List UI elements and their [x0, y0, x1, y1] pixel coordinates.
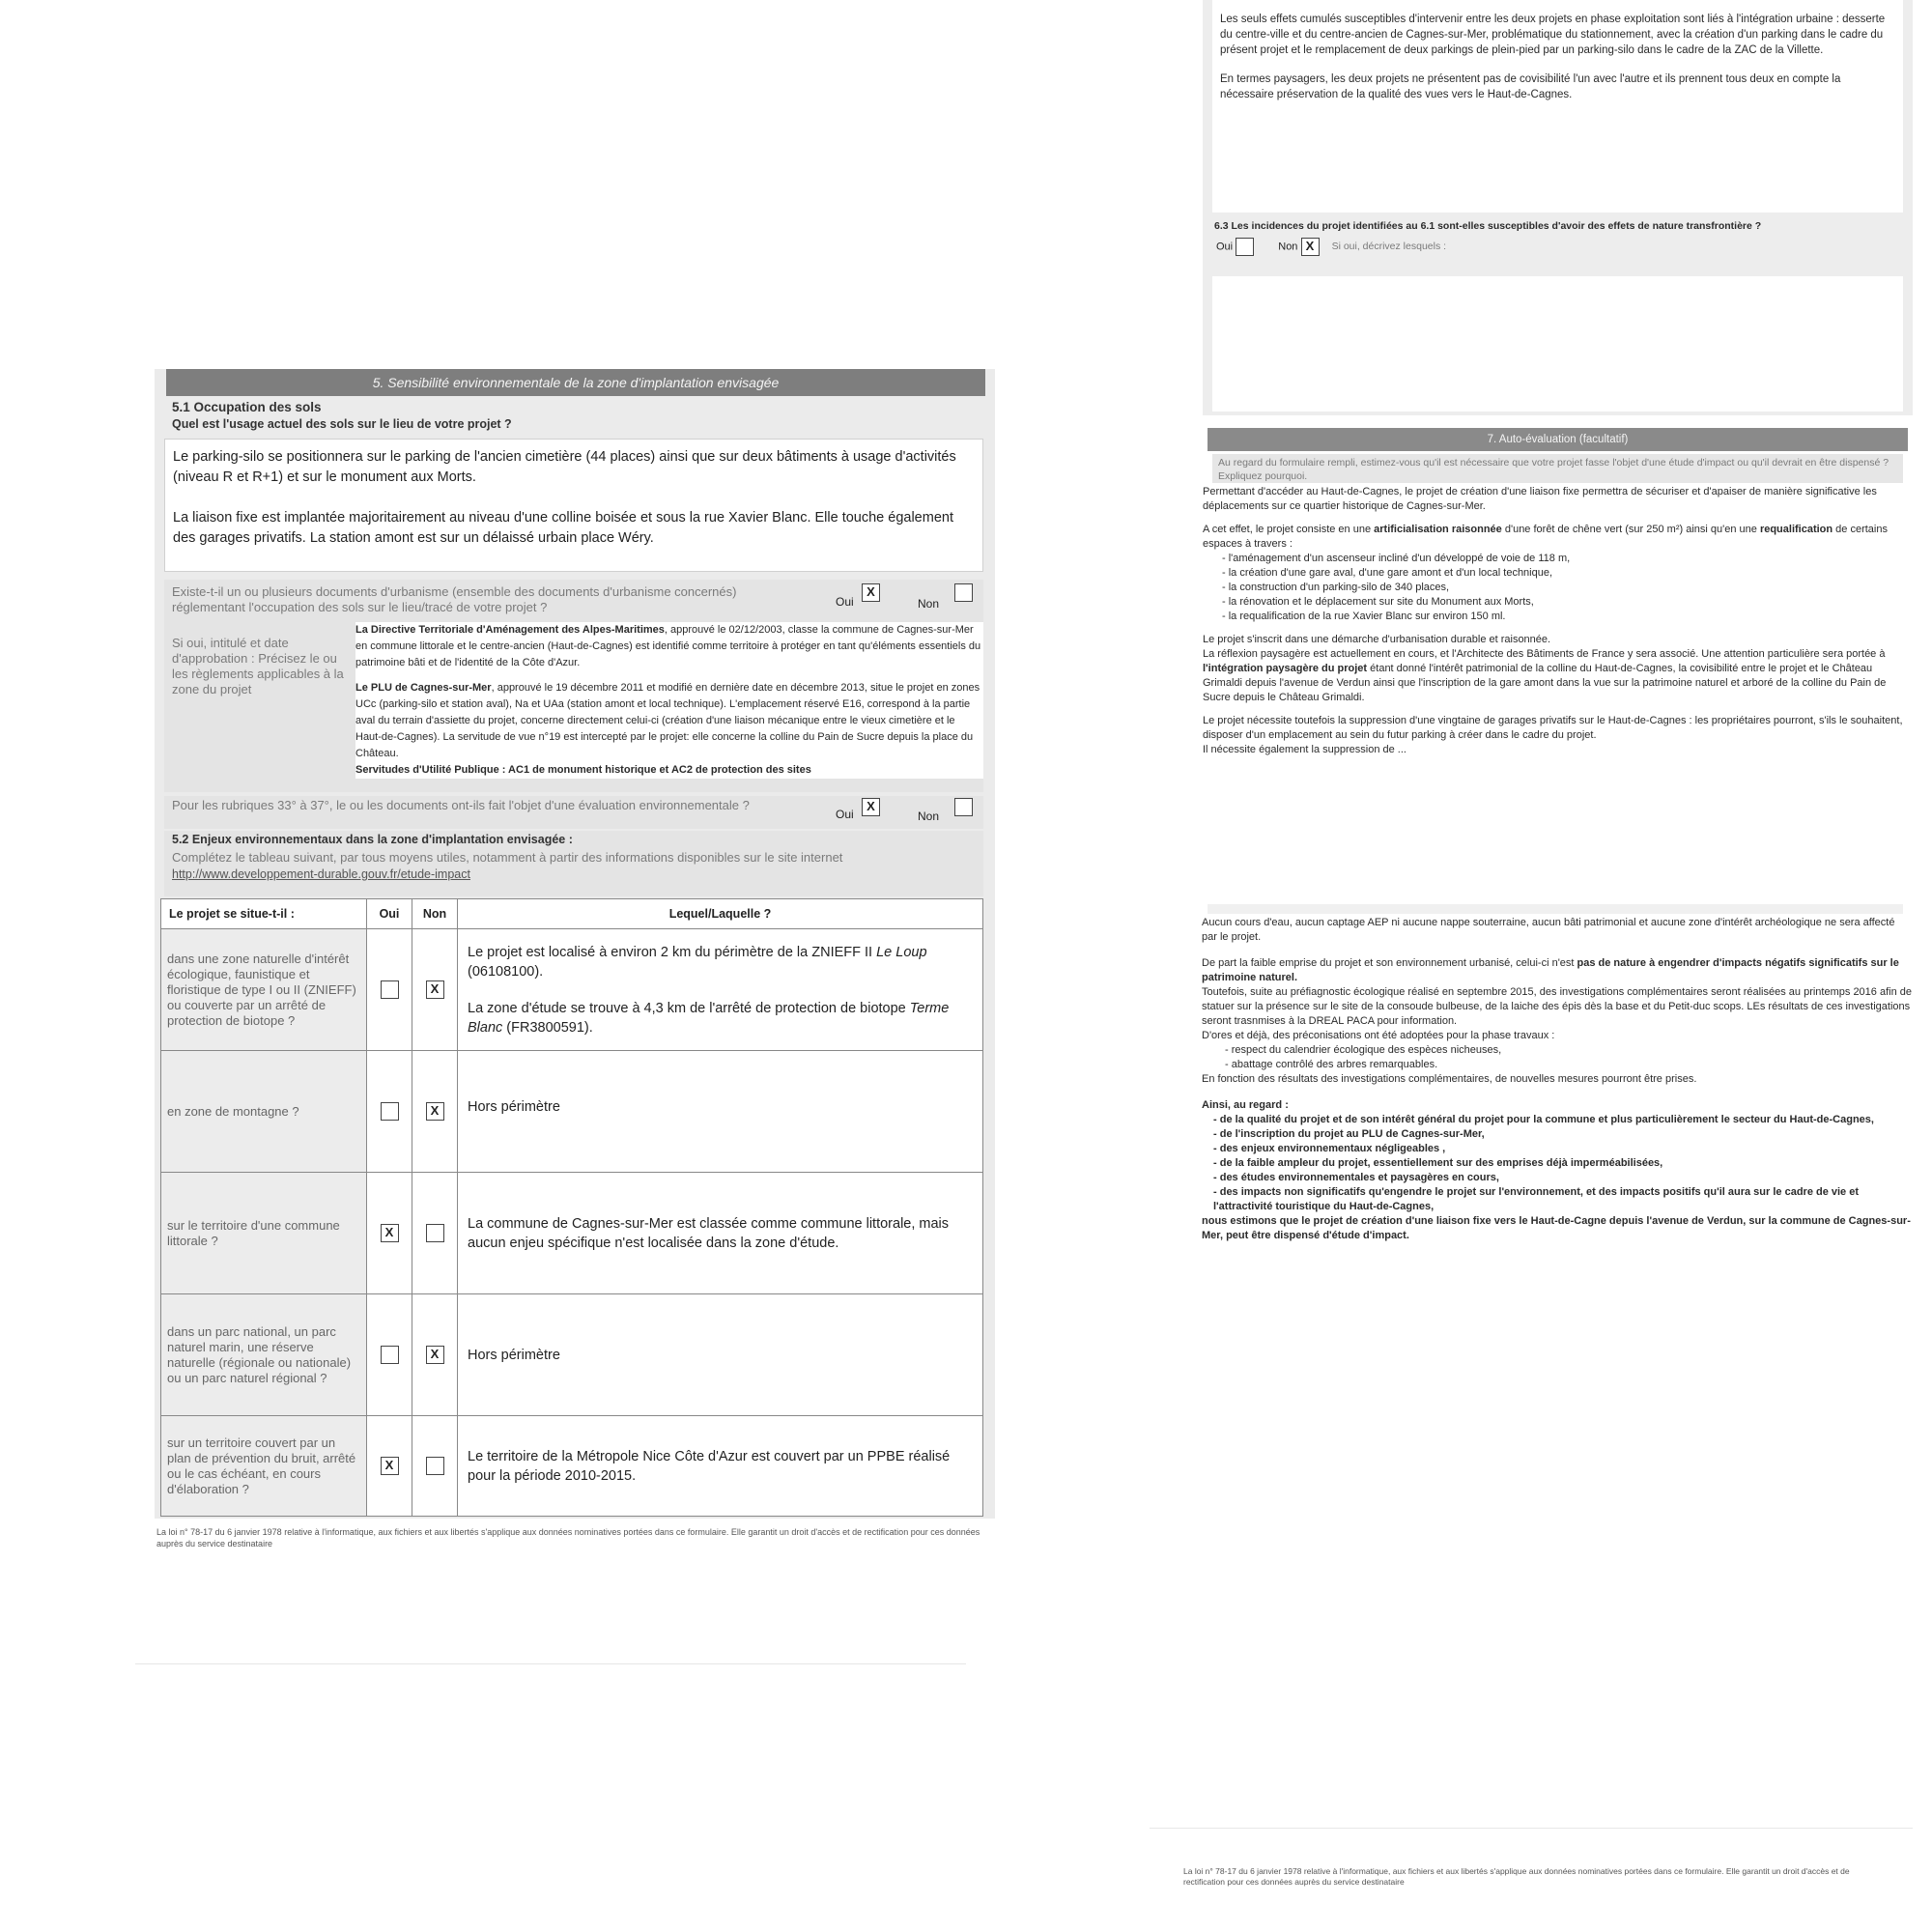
row-oui-checkbox[interactable]	[381, 1346, 399, 1364]
doc-oui-label: Oui	[836, 595, 854, 609]
rb-no-water: Aucun cours d'eau, aucun captage AEP ni aucune nappe souterraine, aucun bâti patrimonial et aucune zone d'intérêt archéologique ne sera affecté par le projet.	[1202, 917, 1895, 943]
left-page	[155, 369, 995, 1519]
doc-question: Existe-t-il un ou plusieurs documents d'urbanisme (ensemble des documents d'urbanisme concernés) réglementant l'occupation des sols sur le lieu/tracé de votre projet ?	[172, 584, 737, 614]
landscape-paragraph: En termes paysagers, les deux projets ne présentent pas de covisibilité l'un avec l'autre et ils prennent tous deux en compte la nécessaire préservation de la qualité des vues vers le Haut-de-Cagnes.	[1220, 73, 1841, 100]
biotope-e: (FR3800591).	[502, 1019, 593, 1036]
s7-method-a: A cet effet, le projet consiste en une	[1203, 524, 1375, 535]
s7-list-item: - la rénovation et le déplacement sur site du Monument aux Morts,	[1222, 596, 1534, 608]
s51-title: 5.1 Occupation des sols	[172, 400, 322, 414]
znieff-text	[468, 943, 973, 981]
section7-question: Au regard du formulaire rempli, estimez-vous qu'il est nécessaire que votre projet fasse l'objet d'une étude d'impact ou qu'il devrait en être dispensé ? Expliquez pourquoi.	[1212, 454, 1903, 483]
biotope-a: La zone d'étude se trouve à 4,3 km de l'arrêté de protection de biotope	[468, 1000, 910, 1016]
rub-oui-label: Oui	[836, 808, 854, 821]
doc-question-row	[164, 580, 983, 618]
table-row	[161, 1173, 983, 1294]
row-answer: La commune de Cagnes-sur-Mer est classée comme commune littorale, mais aucun enjeu spécifique n'est localisée dans la zone d'étude.	[458, 1173, 983, 1294]
row-non-checkbox[interactable]: X	[426, 1346, 444, 1364]
rb-regard-item: - de l'inscription du projet au PLU de Cagnes-sur-Mer,	[1213, 1128, 1485, 1140]
rb-regard-item: - des enjeux environnementaux négligeables ,	[1213, 1143, 1446, 1154]
row-answer	[458, 929, 983, 1051]
row-answer: Hors périmètre	[458, 1051, 983, 1173]
q63-non-checkbox[interactable]: X	[1301, 238, 1320, 256]
table-header: Oui	[367, 899, 412, 929]
row-oui-checkbox[interactable]: X	[381, 1457, 399, 1475]
s51-question: Quel est l'usage actuel des sols sur le lieu de votre projet ?	[172, 417, 512, 431]
row-oui-cell	[367, 1173, 412, 1294]
environment-table	[160, 898, 983, 1517]
rb-regard-item: - des études environnementales et paysagères en cours,	[1213, 1172, 1499, 1183]
s7-intro: Permettant d'accéder au Haut-de-Cagnes, le projet de création d'une liaison fixe permettra de sécuriser et d'apaiser de manière significative les déplacements sur ce quartier historique de Cagnes-sur-Mer.	[1203, 486, 1877, 512]
rubriques-question: Pour les rubriques 33° à 37°, le ou les documents ont-ils fait l'objet d'une évaluation environnementale ?	[172, 798, 750, 812]
row-non-cell	[412, 1051, 458, 1173]
s51-answer-box	[164, 439, 983, 572]
q63-row	[1212, 214, 1903, 272]
rb-new-measures: En fonction des résultats des investigations complémentaires, de nouvelles mesures pourront être prises.	[1202, 1073, 1697, 1085]
left-footer-legal: La loi n° 78-17 du 6 janvier 1978 relative à l'informatique, aux fichiers et aux libertés s'applique aux données nominatives portées dans ce formulaire. Elle garantit un droit d'accès et de rectification pour ces données auprès du service destinataire	[156, 1527, 980, 1548]
s7-method	[1203, 523, 1908, 552]
row-oui-cell	[367, 1416, 412, 1517]
rb-regard-item: - de la faible ampleur du projet, essentiellement sur des emprises déjà imperméabilisées,	[1213, 1157, 1663, 1169]
cumulative-effects-paragraph: Les seuls effets cumulés susceptibles d'intervenir entre les deux projets en phase exploitation sont liés à l'intégration urbaine : desserte du centre-ville et du centre-ancien de Cagnes-sur-Mer, problématique du stationnement, avec la création d'un parking dans le cadre du présent projet et le remplacement de deux parkings de plein-pied par un parking-silo dans le cadre de la ZAC de la Villette.	[1220, 14, 1886, 56]
rb-small-footprint-a: De part la faible emprise du projet et son environnement urbanisé, celui-ci n'est	[1202, 957, 1577, 969]
row-non-cell	[412, 1416, 458, 1517]
section7-page	[1203, 425, 1913, 816]
row-non-checkbox[interactable]	[426, 1224, 444, 1242]
rub-non-label: Non	[918, 810, 940, 823]
si-oui-label: Si oui, intitulé et date d'approbation : Précisez le ou les règlements applicables à la zone du projet	[172, 636, 344, 696]
dta-paragraph	[355, 622, 983, 671]
doc-non-label: Non	[918, 597, 940, 611]
rb-preco-list	[1202, 1043, 1912, 1072]
q63-non-label: Non	[1278, 241, 1298, 253]
row-non-checkbox[interactable]: X	[426, 980, 444, 999]
row-answer: Le territoire de la Métropole Nice Côte d'Azur est couvert par un PPBE réalisé pour la période 2010-2015.	[458, 1416, 983, 1517]
rub-non-checkbox[interactable]	[954, 798, 973, 816]
s7-list-item: - la création d'une gare aval, d'une gare amont et d'un local technique,	[1222, 567, 1553, 579]
dta-text: , approuvé le 02/12/2003, classe la commune de Cagnes-sur-Mer en commune littorale et le centre-ancien (Haut-de-Cagnes) est identifié comme territoire à protéger en tant qu'éléments essentiels du patrimoine bâti et de l'identité de la Côte d'Azur.	[355, 624, 981, 668]
s51-liaison-text: La liaison fixe est implantée majoritairement au niveau d'une colline boisée et sous la rue Xavier Blanc. Elle touche également des garages privatifs. La station amont est sur un délaissé urbain place Wéry.	[173, 510, 953, 546]
s7-landscape	[1203, 647, 1908, 705]
s7-method-e: de certains espaces à travers :	[1203, 524, 1888, 550]
s7-cutoff: Il nécessite également la suppression de ...	[1203, 744, 1406, 755]
s7-landscape-a: La réflexion paysagère est actuellement en cours, et l'Architecte des Bâtiments de France y sera associé. Une attention particulière sera portée à	[1203, 648, 1886, 660]
rb-preco-item: - respect du calendrier écologique des espèces nicheuses,	[1225, 1044, 1502, 1056]
q63-si-oui-label: Si oui, décrivez lesquels :	[1331, 241, 1447, 253]
rb-ainsi: Ainsi, au regard :	[1202, 1099, 1289, 1111]
conclusion-text	[1202, 916, 1912, 1243]
row-oui-cell	[367, 929, 412, 1051]
rb-preco-item: - abattage contrôlé des arbres remarquables.	[1225, 1059, 1438, 1070]
s7-list-item: - la construction d'un parking-silo de 340 places,	[1222, 582, 1450, 593]
s7-landscape-b: l'intégration paysagère du projet	[1203, 663, 1368, 674]
q63-answer-field[interactable]	[1212, 276, 1903, 412]
s7-method-b: artificialisation raisonnée	[1374, 524, 1502, 535]
row-non-checkbox[interactable]: X	[426, 1102, 444, 1121]
rb-conclusion: nous estimons que le projet de création d'une liaison fixe vers le Haut-de-Cagne depuis l'avenue de Verdun, sur la commune de Cagnes-sur-Mer, peut être dispensé d'étude d'impact.	[1202, 1215, 1911, 1241]
right-bottom-page	[1198, 898, 1918, 1352]
rb-regard-item: - de la qualité du projet et de son intérêt général du projet pour la commune et plus particulièrement le secteur du Haut-de-Cagnes,	[1213, 1114, 1874, 1125]
s7-garages: Le projet nécessite toutefois la suppression d'une vingtaine de garages privatifs sur le Haut-de-Cagnes : les propriétaires pourront, s'ils le souhaitent, disposer d'un emplacement au sein du futur parking à créer dans le cadre du projet.	[1203, 715, 1903, 741]
q63-answers	[1216, 238, 1903, 256]
row-oui-checkbox[interactable]: X	[381, 1224, 399, 1242]
znieff-e: (06108100).	[468, 963, 544, 980]
plu-text-block	[355, 622, 983, 779]
table-row	[161, 1294, 983, 1416]
q63-oui-label: Oui	[1216, 241, 1234, 253]
table-header-row	[161, 899, 983, 929]
q63-question: 6.3 Les incidences du projet identifiées au 6.1 sont-elles susceptibles d'avoir des effets de nature transfrontière ?	[1214, 220, 1762, 232]
rub-oui-checkbox[interactable]: X	[862, 798, 880, 816]
biotope-text	[468, 999, 973, 1037]
table-row	[161, 929, 983, 1051]
q63-oui-checkbox[interactable]	[1236, 238, 1254, 256]
row-question: dans un parc national, un parc naturel marin, une réserve naturelle (régionale ou nationale) ou un parc naturel régional ?	[161, 1294, 367, 1416]
row-non-cell	[412, 929, 458, 1051]
table-row	[161, 1416, 983, 1517]
row-question: sur un territoire couvert par un plan de prévention du bruit, arrêté ou le cas échéant, en cours d'élaboration ?	[161, 1416, 367, 1517]
rubriques-row	[164, 796, 983, 829]
plu-text: , approuvé le 19 décembre 2011 et modifié en dernière date en décembre 2013, situe le projet en zones UCc (parking-silo et station aval), Na et UAa (station amont et local technique). L'emplacement réservé E16, correspond à la partie aval du terrain d'assiette du projet, concerne directement celui-ci (création d'une liaison mécanique entre le vieux cimetière et le Haut-de-Cagnes). La servitude de vue n°19 est intercepté par le projet: elle concerne la colline du Pain de Sucre depuis la place du Château.	[355, 682, 980, 759]
right-bottom-rule	[1150, 1828, 1913, 1829]
rb-regard-list	[1202, 1113, 1912, 1214]
sup-text: Servitudes d'Utilité Publique : AC1 de monument historique et AC2 de protection des sites	[355, 764, 811, 776]
left-bottom-rule	[135, 1663, 966, 1664]
row-question: en zone de montagne ?	[161, 1051, 367, 1173]
doc-oui-checkbox[interactable]: X	[862, 583, 880, 602]
table-header: Le projet se situe-t-il :	[161, 899, 367, 929]
row-non-cell	[412, 1173, 458, 1294]
table-header: Non	[412, 899, 458, 929]
row-non-cell	[412, 1294, 458, 1416]
rb-regard-item: - des impacts non significatifs qu'engendre le projet sur l'environnement, et des impacts positifs qu'il aura sur le cadre de vie et l'attractivité touristique du Haut-de-Cagnes,	[1213, 1186, 1860, 1212]
dta-bold: La Directive Territoriale d'Aménagement des Alpes-Maritimes	[355, 624, 665, 636]
znieff-i: Le Loup	[876, 944, 927, 960]
row-oui-checkbox[interactable]	[381, 980, 399, 999]
section7-answer	[1203, 485, 1908, 813]
section5-header: 5. Sensibilité environnementale de la zone d'implantation envisagée	[166, 369, 985, 396]
s7-durable: Le projet s'inscrit dans une démarche d'urbanisation durable et raisonnée.	[1203, 634, 1551, 645]
s51-parking-text: Le parking-silo se positionnera sur le parking de l'ancien cimetière (44 places) ainsi que sur deux bâtiments à usage d'activités (niveau R et R+1) et sur le monument aux Morts.	[173, 449, 956, 485]
doc-non-checkbox[interactable]	[954, 583, 973, 602]
s7-method-c: d'une forêt de chêne vert (sur 250 m²) ainsi qu'en une	[1501, 524, 1760, 535]
s52-title: 5.2 Enjeux environnementaux dans la zone d'implantation envisagée :	[172, 833, 573, 846]
s52-row	[164, 831, 983, 896]
row-question: sur le territoire d'une commune littorale ?	[161, 1173, 367, 1294]
biotope-i: Terme Blanc	[468, 1000, 950, 1036]
effects-text-box	[1212, 0, 1903, 213]
table-header: Lequel/Laquelle ?	[458, 899, 983, 929]
row-oui-checkbox[interactable]	[381, 1102, 399, 1121]
znieff-a: Le projet est localisé à environ 2 km du périmètre de la ZNIEFF II	[468, 944, 877, 960]
table-row	[161, 1051, 983, 1173]
row-answer: Hors périmètre	[458, 1294, 983, 1416]
row-question: dans une zone naturelle d'intérêt écologique, faunistique et floristique de type I ou II (ZNIEFF) ou couverte par un arrêté de protection de biotope ?	[161, 929, 367, 1051]
row-non-checkbox[interactable]	[426, 1457, 444, 1475]
top-divider	[1208, 904, 1903, 914]
row-oui-cell	[367, 1294, 412, 1416]
s52-link[interactable]: http://www.developpement-durable.gouv.fr/etude-impact	[172, 867, 470, 881]
rb-small-footprint-b: pas de nature à engendrer d'impacts négatifs significatifs sur le patrimoine naturel.	[1202, 957, 1899, 983]
s7-list	[1203, 552, 1908, 624]
right-top-page	[1203, 0, 1913, 415]
rb-preconisations: D'ores et déjà, des préconisations ont été adoptées pour la phase travaux :	[1202, 1030, 1555, 1041]
rb-investigations: Toutefois, suite au préfiagnostic écologique réalisé en septembre 2015, des investigations complémentaires seront réalisées au printemps 2016 afin de statuer sur la présence sur le site de la consoude bulbeuse, de la laiche des épis dès la base et du Petit-duc scops. LEs résultats de ces investigations seront trasnmises à la DREAL PACA pour information.	[1202, 986, 1912, 1027]
plu-paragraph	[355, 680, 983, 762]
s52-text: Complétez le tableau suivant, par tous moyens utiles, notamment à partir des informations disponibles sur le site internet	[172, 850, 843, 865]
s7-list-item: - l'aménagement d'un ascenseur incliné d'un développé de voie de 118 m,	[1222, 553, 1571, 564]
plu-bold: Le PLU de Cagnes-sur-Mer	[355, 682, 492, 694]
row-oui-cell	[367, 1051, 412, 1173]
right-footer-legal: La loi n° 78-17 du 6 janvier 1978 relative à l'informatique, aux fichiers et aux libertés s'applique aux données nominatives portées dans ce formulaire. Elle garantit un droit d'accès et de rectification pour ces données auprès du service destinataire	[1183, 1866, 1850, 1887]
s7-landscape-c: étant donné l'intérêt patrimonial de la colline du Haut-de-Cagnes, la covisibilité entre le projet et le Château Grimaldi depuis l'avenue de Verdun ainsi que l'inscription de la gare amont dans la vue sur la patrimoine naturel et arboré de la colline du Pain de Sucre depuis le Château Grimaldi.	[1203, 663, 1887, 703]
rb-small-footprint	[1202, 956, 1912, 985]
s7-method-d: requalification	[1759, 524, 1833, 535]
section7-header: 7. Auto-évaluation (facultatif)	[1208, 428, 1908, 451]
s7-list-item: - la requalification de la rue Xavier Blanc sur environ 150 ml.	[1222, 611, 1506, 622]
